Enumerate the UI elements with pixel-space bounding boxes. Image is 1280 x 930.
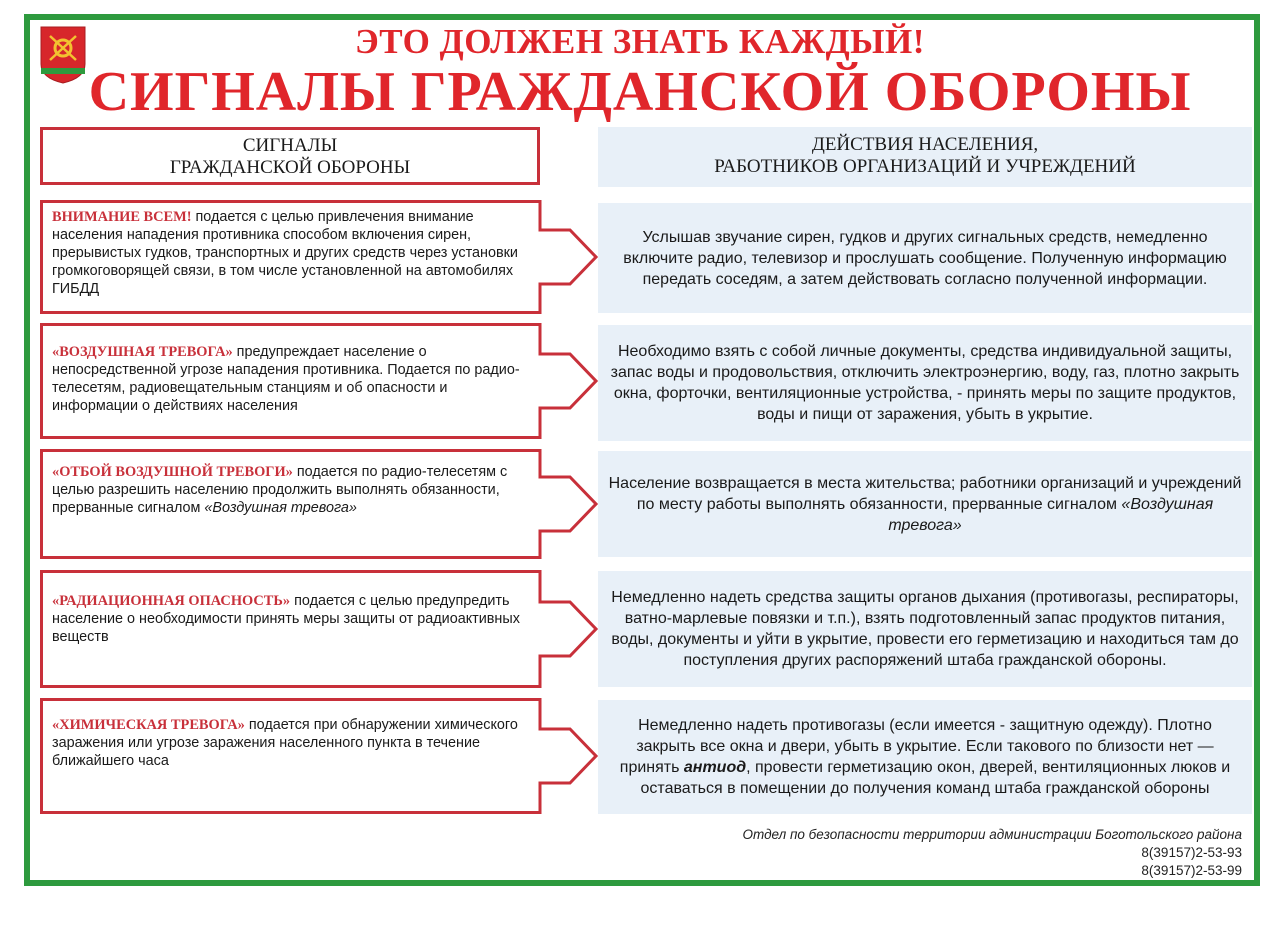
signal-arrow-chemical <box>40 698 598 814</box>
footer-org: Отдел по безопасности территории администрации Боготольского района <box>742 827 1242 842</box>
right-header-line2: РАБОТНИКОВ ОРГАНИЗАЦИЙ И УЧРЕЖДЕНИЙ <box>714 156 1136 177</box>
signal-text <box>52 208 528 298</box>
page-title: СИГНАЛЫ ГРАЖДАНСКОЙ ОБОРОНЫ <box>88 61 1192 123</box>
action-text: Немедленно надеть средства защиты органов дыхания (противогазы, респираторы, ватно-марлевые повязки и т.п.), взять подготовленный запас продуктов питания, воды, документы и уйти в укрытие, провести его герметизацию и находиться там до поступления других распоряжений штаба гражданской обороны. <box>611 589 1239 669</box>
action-text-post: , провести герметизацию окон, дверей, вентиляционных люков и оставаться в помещении до получения команд штаба гражданской обороны <box>640 759 1231 797</box>
signal-description: предупреждает население о непосредственной угрозе нападения противника. Подается по радио- телесетям, радиовещательным станциям и об опасности и информации о действиях населения <box>52 344 520 414</box>
action-text: Услышав звучание сирен, гудков и других сигнальных средств, немедленно включите радио, телевизор и прослушать сообщение. Полученную информацию передать соседям, а затем действовать согласно полученной информации. <box>623 228 1227 288</box>
action-text-italic: «Воздушная тревога» <box>888 495 1214 534</box>
action-text-pre: Немедленно надеть противогазы (если имеется - защитную одежду). Плотно закрыть все окна и двери, убыть в укрытие. Если такового по близости нет — принять <box>619 717 1214 776</box>
action-box-chemical <box>598 700 1252 814</box>
signal-name: «ХИМИЧЕСКАЯ ТРЕВОГА» <box>52 717 245 733</box>
action-text-main: Население возвращается в места жительства; работники организаций и учреждений по месту работы выполнять обязанности, прерванные сигналом <box>608 474 1242 513</box>
signal-name: «ВОЗДУШНАЯ ТРЕВОГА» <box>52 344 233 360</box>
footer-phone-2: 8(39157)2-53-99 <box>1141 863 1242 878</box>
signal-text <box>52 343 528 415</box>
left-header-line1: СИГНАЛЫ <box>242 135 338 156</box>
action-text <box>608 715 1242 799</box>
action-box-all-clear <box>598 451 1252 557</box>
signal-description: подается с целью привлечения внимание населения нападения противника способом включения сирен, прерывистых гудков, транспортных и других средств через установки громкоговорящей связи, в том числе установленной на автомобилях ГИБДД <box>52 209 518 297</box>
left-header-line2: ГРАЖДАНСКОЙ ОБОРОНЫ <box>169 157 411 178</box>
signal-text <box>52 592 528 646</box>
header-line1: ЭТО ДОЛЖЕН ЗНАТЬ КАЖДЫЙ! <box>355 22 925 61</box>
signal-description: подается по радио-телесетям с целью разрешить населению продолжить выполнять обязанности, прерванные сигналом <box>52 464 508 516</box>
action-text <box>608 473 1242 536</box>
signal-description: подается при обнаружении химического заражения или угрозе заражения населенного пункта в течение ближайшего часа <box>52 717 518 769</box>
action-text: Необходимо взять с собой личные документы, средства индивидуальной защиты, запас воды и продовольствия, отключить электроэнергию, воду, газ, плотно закрыть окна, форточки, вентиляционные устройства, - принять меры по защите продуктов, воды и пищи от заражения, убыть в укрытие. <box>610 343 1240 423</box>
signal-arrow-radiation <box>40 570 598 688</box>
signal-text <box>52 716 528 770</box>
action-text-bold: антиод <box>683 759 747 776</box>
signal-arrow-all-clear <box>40 449 598 559</box>
action-box-attention <box>598 203 1252 313</box>
action-box-radiation <box>598 571 1252 687</box>
signal-name: «РАДИАЦИОННАЯ ОПАСНОСТЬ» <box>52 593 291 609</box>
signal-arrow-attention <box>40 200 598 314</box>
action-box-air-raid <box>598 325 1252 441</box>
signal-arrow-air-raid <box>40 323 598 439</box>
signal-name: «ОТБОЙ ВОЗДУШНОЙ ТРЕВОГИ» <box>52 464 293 480</box>
left-column-header <box>40 127 540 185</box>
footer <box>743 826 1243 880</box>
right-header-line1: ДЕЙСТВИЯ НАСЕЛЕНИЯ, <box>811 134 1039 155</box>
right-column-header <box>598 127 1252 187</box>
signal-text <box>52 463 528 517</box>
footer-phone-1: 8(39157)2-53-93 <box>1141 845 1242 860</box>
signal-description-italic: «Воздушная тревога» <box>204 500 357 516</box>
signal-name: ВНИМАНИЕ ВСЕМ! <box>52 209 192 225</box>
signal-description: подается с целью предупредить население о необходимости принять меры защиты от радиоактивных веществ <box>52 593 520 645</box>
